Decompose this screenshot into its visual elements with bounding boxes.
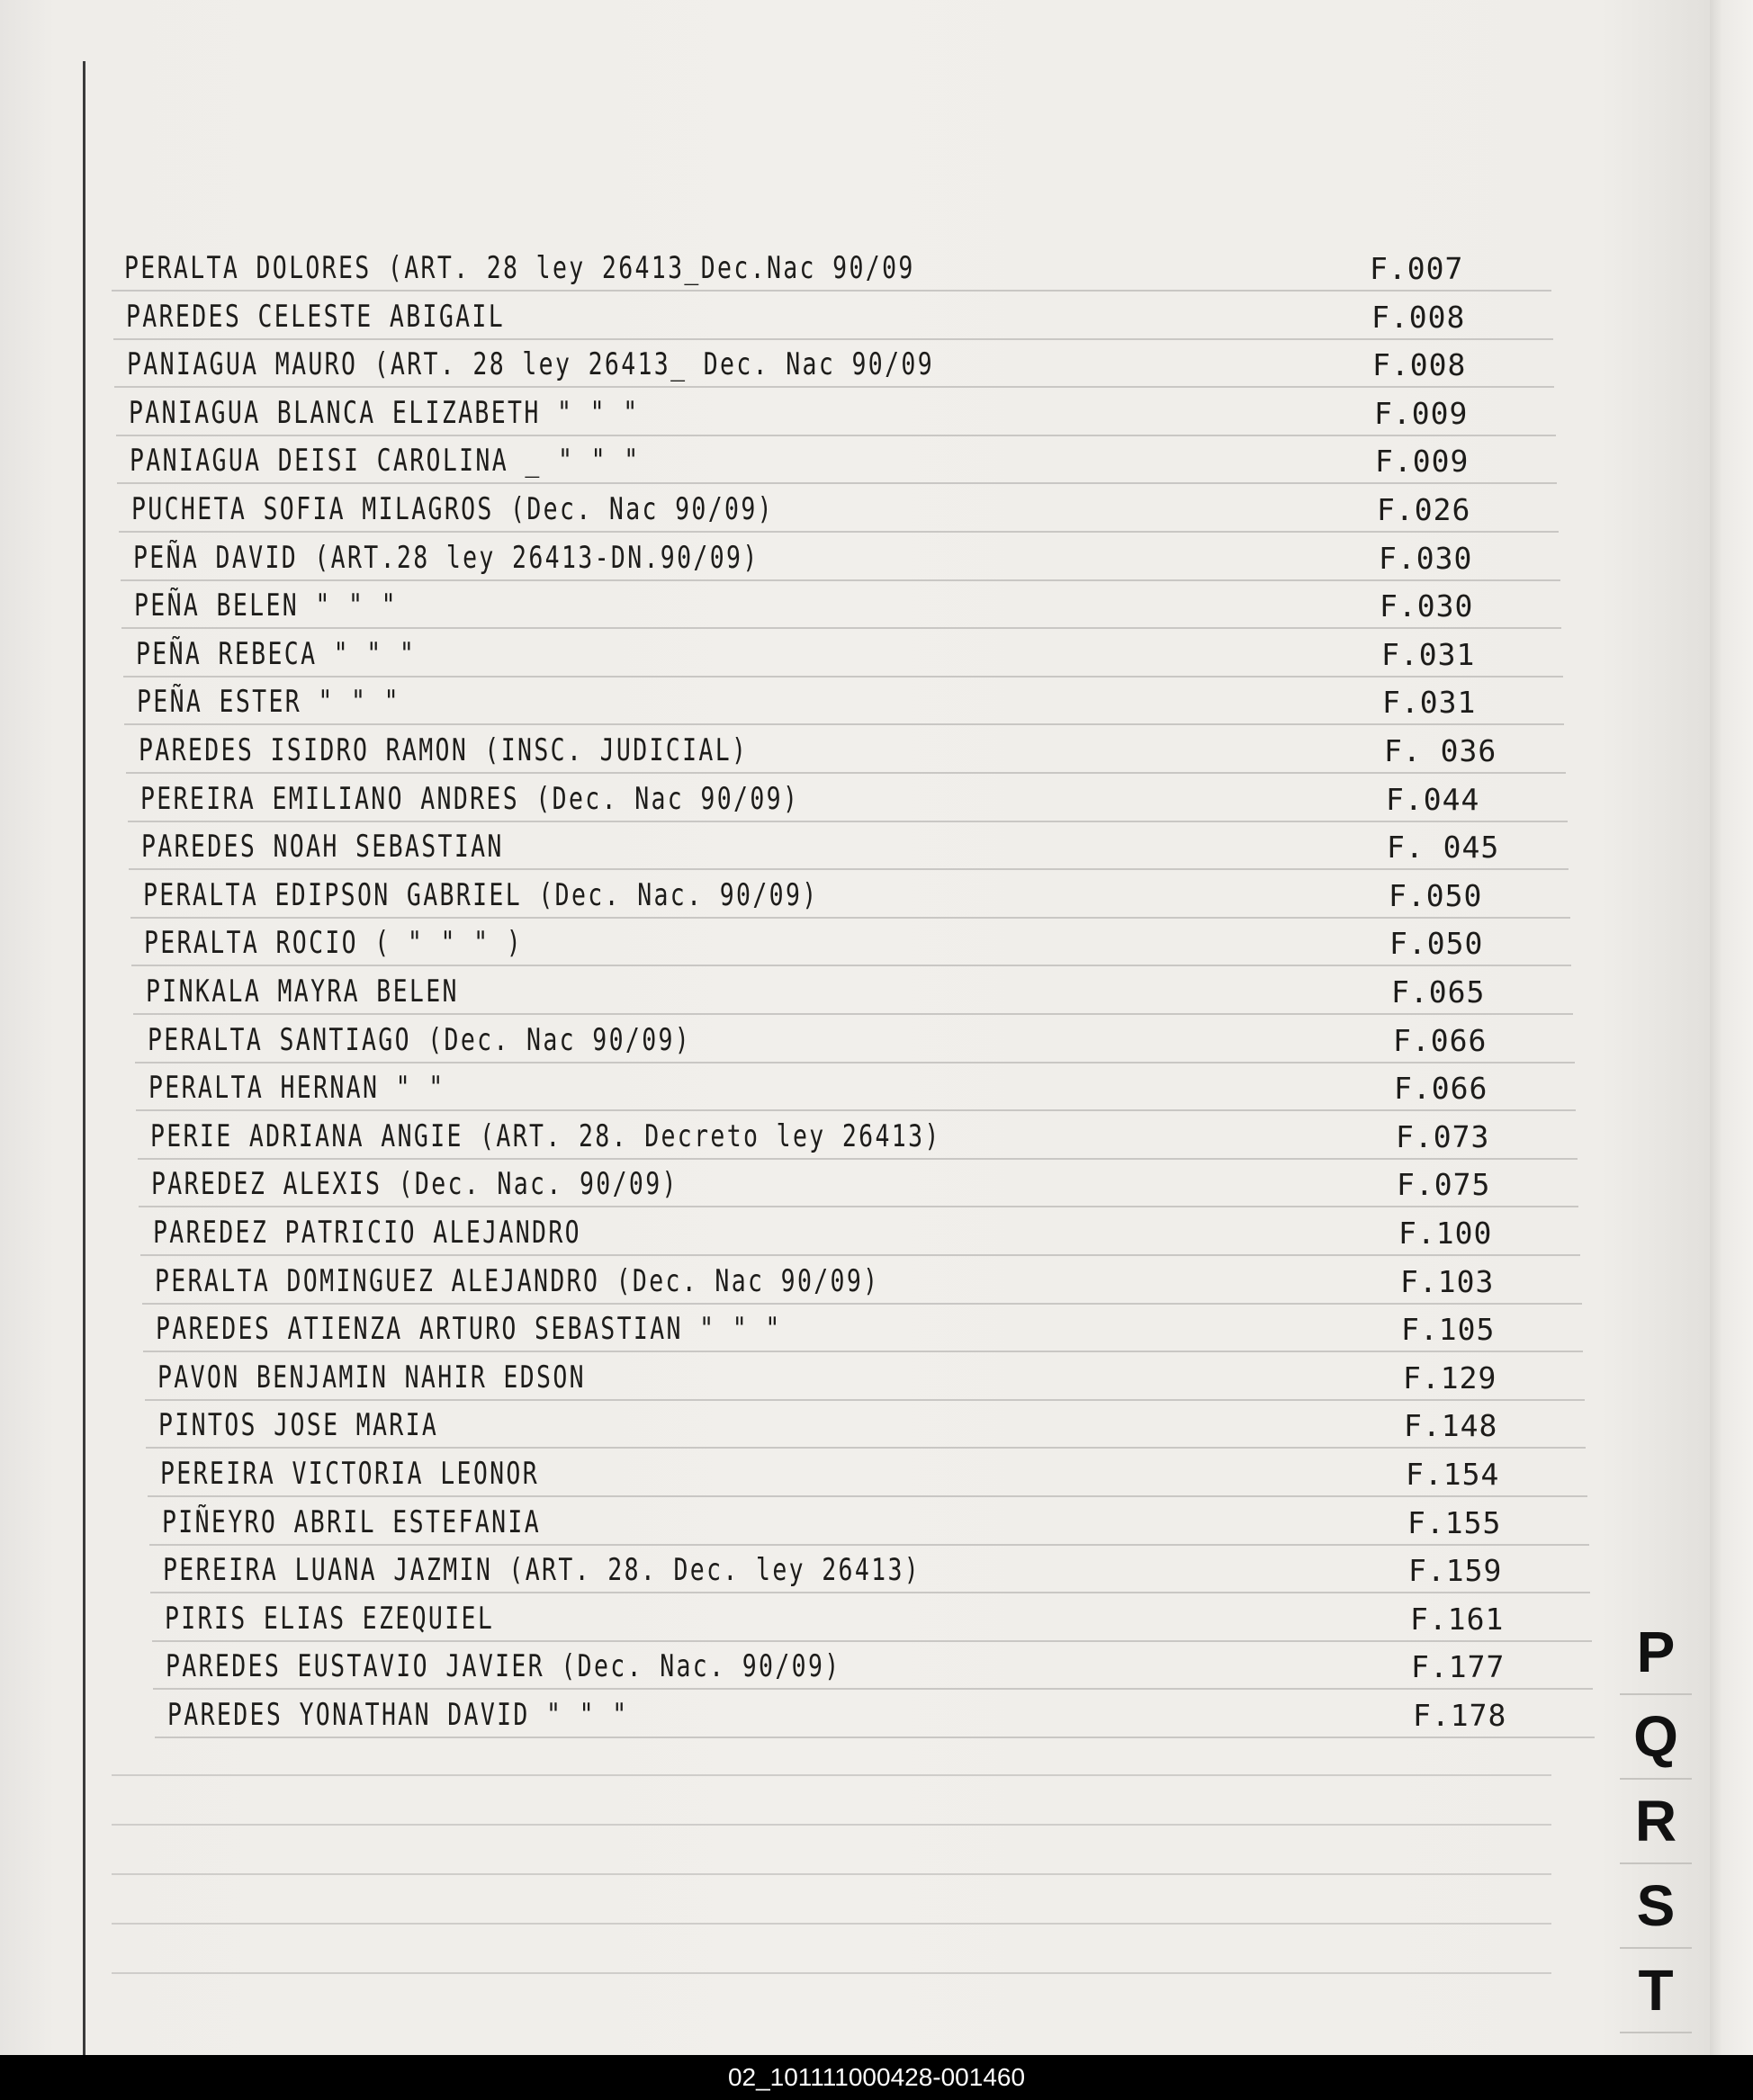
ruled-line (112, 1923, 1551, 1925)
table-row (145, 1352, 1585, 1401)
entry-folio: F.154 (1406, 1457, 1500, 1492)
entry-folio: F.008 (1372, 347, 1467, 383)
table-row (121, 580, 1561, 629)
entry-folio: F.100 (1398, 1216, 1493, 1251)
entry-name: PERALTA DOLORES (ART. 28 ley 26413_Dec.Nac 90/09 (124, 250, 915, 286)
table-row (143, 1304, 1583, 1352)
ruled-line (112, 1873, 1551, 1875)
entry-folio: F.008 (1371, 299, 1466, 335)
entry-name: PINKALA MAYRA BELEN (146, 974, 459, 1010)
table-row (133, 966, 1573, 1015)
entry-name: PANIAGUA MAURO (ART. 28 ley 26413_ Dec. Nac 90/09 (127, 346, 935, 383)
entry-name: PERALTA HERNAN " " (148, 1070, 445, 1107)
table-row (116, 388, 1556, 436)
entry-folio: F. 045 (1387, 830, 1500, 866)
entry-folio: F.161 (1410, 1601, 1505, 1637)
entry-folio: F.129 (1403, 1360, 1497, 1396)
table-row (146, 1400, 1586, 1449)
entry-name: PAREDEZ ALEXIS (Dec. Nac. 90/09) (151, 1166, 679, 1203)
table-row (153, 1641, 1593, 1690)
entry-folio: F.066 (1394, 1071, 1488, 1107)
entry-name: PEÑA DAVID (ART.28 ley 26413-DN.90/09) (133, 539, 760, 576)
entry-folio: F.007 (1370, 251, 1464, 286)
entry-folio: F.073 (1396, 1118, 1490, 1154)
entry-name: PAVON BENJAMIN NAHIR EDSON (157, 1359, 586, 1396)
entry-name: PERALTA SANTIAGO (Dec. Nac 90/09) (148, 1021, 692, 1058)
entry-folio: F.009 (1375, 444, 1470, 480)
table-row (135, 1015, 1575, 1063)
entry-name: PEREIRA EMILIANO ANDRES (Dec. Nac 90/09) (140, 780, 800, 817)
entry-folio: F.148 (1404, 1408, 1498, 1444)
table-row (128, 774, 1568, 822)
table-row (139, 1159, 1578, 1207)
ruled-line (112, 1824, 1551, 1826)
entry-name: PAREDES NOAH SEBASTIAN (141, 829, 504, 866)
table-row (123, 629, 1563, 678)
table-row (129, 821, 1569, 870)
table-row (113, 292, 1553, 340)
entry-name: PERALTA EDIPSON GABRIEL (Dec. Nac. 90/09) (143, 876, 819, 913)
table-row (148, 1449, 1587, 1497)
page-edge (1710, 0, 1753, 2100)
index-tab[interactable]: S (1620, 1864, 1692, 1949)
table-row (117, 435, 1557, 484)
table-row (138, 1111, 1578, 1160)
entry-folio: F.177 (1411, 1649, 1506, 1685)
table-row (121, 533, 1560, 581)
entry-name: PERIE ADRIANA ANGIE (ART. 28. Decreto ley 26413) (150, 1117, 941, 1154)
table-row (131, 918, 1571, 966)
table-row (155, 1690, 1595, 1738)
entry-folio: F.105 (1401, 1312, 1496, 1348)
entry-name: PAREDES CELESTE ABIGAIL (126, 298, 506, 335)
table-row (142, 1256, 1582, 1305)
entry-name: PEÑA REBECA " " " (136, 635, 417, 672)
table-row (140, 1207, 1580, 1256)
index-tab[interactable]: T (1620, 1949, 1692, 2033)
table-row (136, 1063, 1576, 1111)
table-row (150, 1545, 1590, 1593)
entry-folio: F. 036 (1384, 733, 1497, 768)
table-row (112, 243, 1551, 292)
index-tab[interactable]: P (1620, 1611, 1692, 1695)
entry-folio: F.009 (1374, 395, 1469, 431)
entry-folio: F.075 (1397, 1167, 1491, 1203)
table-row (149, 1497, 1589, 1546)
entry-folio: F.031 (1381, 636, 1476, 672)
entry-folio: F.050 (1389, 926, 1484, 962)
entry-folio: F.030 (1379, 540, 1473, 576)
entry-name: PERALTA DOMINGUEZ ALEJANDRO (Dec. Nac 90/09) (155, 1262, 880, 1299)
entry-name: PEREIRA LUANA JAZMIN (ART. 28. Dec. ley 26413) (163, 1552, 921, 1589)
entry-name: PEÑA ESTER " " " (137, 684, 400, 721)
entry-name: PEREIRA VICTORIA LEONOR (160, 1456, 540, 1492)
entry-name: PUCHETA SOFIA MILAGROS (Dec. Nac 90/09) (131, 491, 774, 527)
entry-name: PANIAGUA BLANCA ELIZABETH " " " (129, 394, 640, 431)
ruled-line (112, 1972, 1551, 1974)
entry-name: PAREDES EUSTAVIO JAVIER (Dec. Nac. 90/09) (166, 1648, 841, 1685)
table-row (114, 339, 1554, 388)
entry-name: PERALTA ROCIO ( " " " ) (144, 925, 524, 962)
entry-folio: F.030 (1380, 588, 1474, 624)
entry-folio: F.026 (1377, 492, 1471, 527)
entry-folio: F.155 (1407, 1504, 1502, 1540)
table-row (152, 1593, 1592, 1642)
entry-name: PAREDES YONATHAN DAVID " " " (167, 1697, 629, 1733)
entry-name: PAREDES ISIDRO RAMON (INSC. JUDICIAL) (139, 732, 749, 768)
index-tabs (1620, 1611, 1692, 2033)
entry-folio: F.044 (1386, 781, 1480, 817)
table-row (126, 725, 1566, 774)
entry-folio: F.031 (1382, 685, 1477, 721)
index-tab[interactable]: Q (1620, 1695, 1692, 1780)
footer-bar (0, 2055, 1753, 2100)
entry-name: PEÑA BELEN " " " (134, 588, 398, 624)
entry-name: PAREDEZ PATRICIO ALEJANDRO (153, 1215, 581, 1251)
table-row (119, 484, 1559, 533)
document-code: 02_101111000428-001460 (727, 2063, 1026, 2091)
entry-folio: F.159 (1408, 1553, 1503, 1589)
entry-folio: F.050 (1389, 877, 1483, 913)
entry-folio: F.103 (1400, 1263, 1495, 1299)
entry-name: PIÑEYRO ABRIL ESTEFANIA (162, 1503, 542, 1540)
margin-line (83, 61, 85, 2059)
ruled-line (112, 1774, 1551, 1776)
entry-folio: F.065 (1391, 974, 1486, 1010)
index-tab[interactable]: R (1620, 1780, 1692, 1864)
table-row (130, 870, 1570, 919)
entry-name: PAREDES ATIENZA ARTURO SEBASTIAN " " " (156, 1311, 782, 1348)
entry-folio: F.178 (1413, 1698, 1507, 1733)
entry-name: PANIAGUA DEISI CAROLINA _ " " " (130, 443, 641, 480)
entry-name: PINTOS JOSE MARIA (158, 1407, 439, 1444)
entry-folio: F.066 (1393, 1022, 1488, 1058)
table-row (124, 677, 1564, 725)
entry-name: PIRIS ELIAS EZEQUIEL (165, 1600, 495, 1637)
